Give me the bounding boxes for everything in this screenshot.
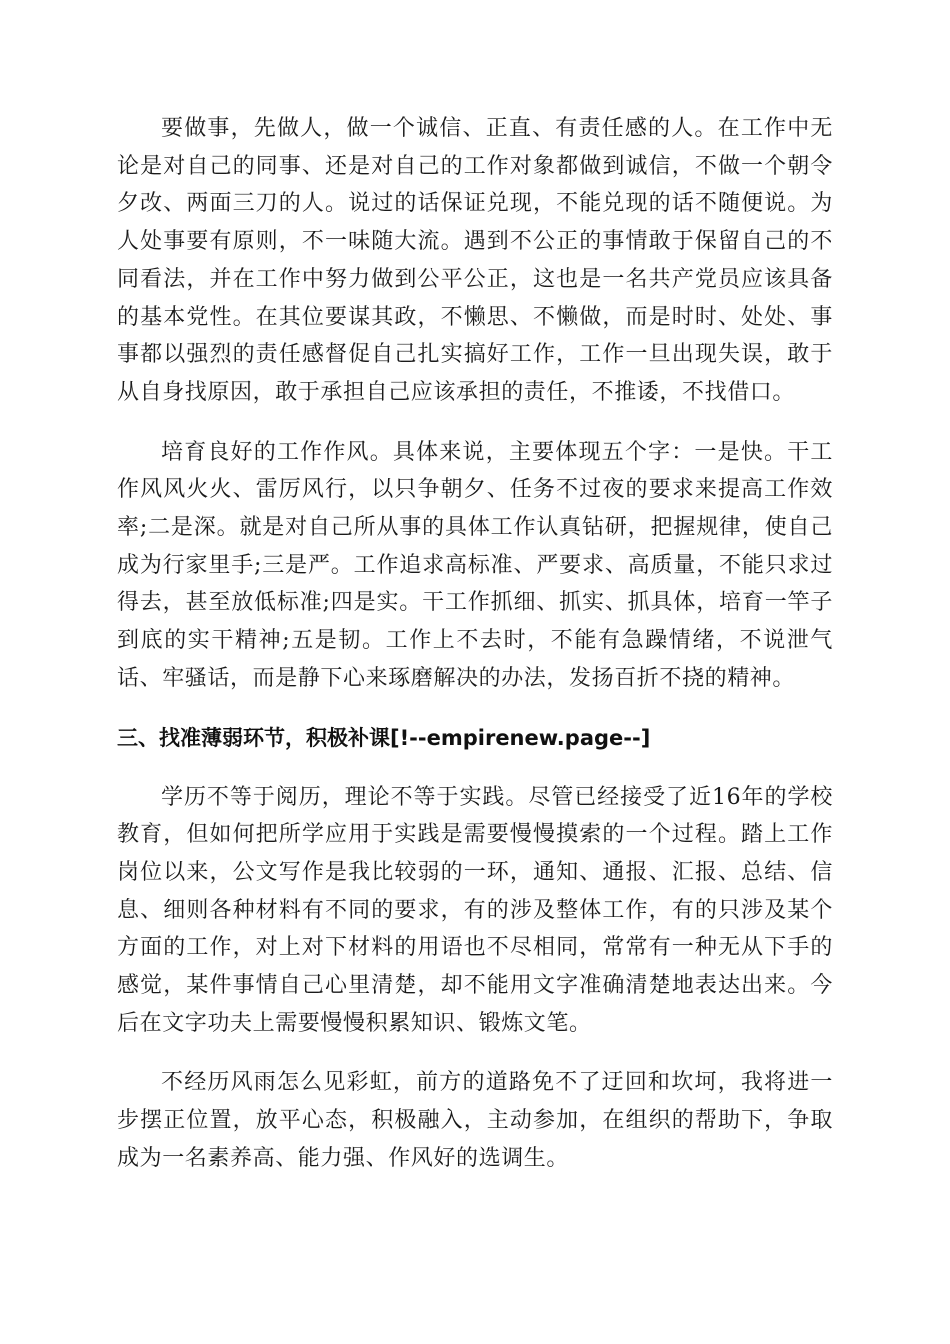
paragraph-work-style: 培育良好的工作作风。具体来说，主要体现五个字：一是快。干工作风风火火、雷厉风行，以只争朝夕、任务不过夜的要求来提高工作效率;二是深。就是对自己所从事的具体工作认真钻研，把握规律，使自己成为行家里手;三是严。工作追求高标准、严要求、高质量，不能只求过得去，甚至放低标准;四是实。干工作抓细、抓实、抓具体，培育一竿子到底的实干精神;五是韧。工作上不去时，不能有急躁情绪，不说泄气话、牢骚话，而是静下心来琢磨解决的办法，发扬百折不挠的精神。 <box>117 439 833 691</box>
section-heading: 三、找准薄弱环节，积极补课[!--empirenew.page--] <box>117 725 651 750</box>
paragraph-integrity: 要做事，先做人，做一个诚信、正直、有责任感的人。在工作中无论是对自己的同事、还是对自己的工作对象都做到诚信，不做一个朝令夕改、两面三刀的人。说过的话保证兑现，不能兑现的话不随便说。为人处事要有原则，不一味随大流。遇到不公正的事情敢于保留自己的不同看法，并在工作中努力做到公平公正，这也是一名共产党员应该具备的基本党性。在其位要谋其政，不懒思、不懒做，而是时时、处处、事事都以强烈的责任感督促自己扎实搞好工作，工作一旦出现失误，敢于从自身找原因，敢于承担自己应该承担的责任，不推诿，不找借口。 <box>117 116 833 405</box>
paragraph-closing: 不经历风雨怎么见彩虹，前方的道路免不了迂回和坎坷，我将进一步摆正位置，放平心态，积极融入，主动参加，在组织的帮助下，争取成为一名素养高、能力强、作风好的选调生。 <box>117 1070 833 1171</box>
document-page <box>117 110 833 1200</box>
paragraph-education-practice: 学历不等于阅历，理论不等于实践。尽管已经接受了近16年的学校教育，但如何把所学应用于实践是需要慢慢摸索的一个过程。踏上工作岗位以来，公文写作是我比较弱的一环，通知、通报、汇报、总结、信息、细则各种材料有不同的要求，有的涉及整体工作，有的只涉及某个方面的工作，对上对下材料的用语也不尽相同，常常有一种无从下手的感觉，某件事情自己心里清楚，却不能用文字准确清楚地表达出来。今后在文字功夫上需要慢慢积累知识、锻炼文笔。 <box>117 784 833 1036</box>
